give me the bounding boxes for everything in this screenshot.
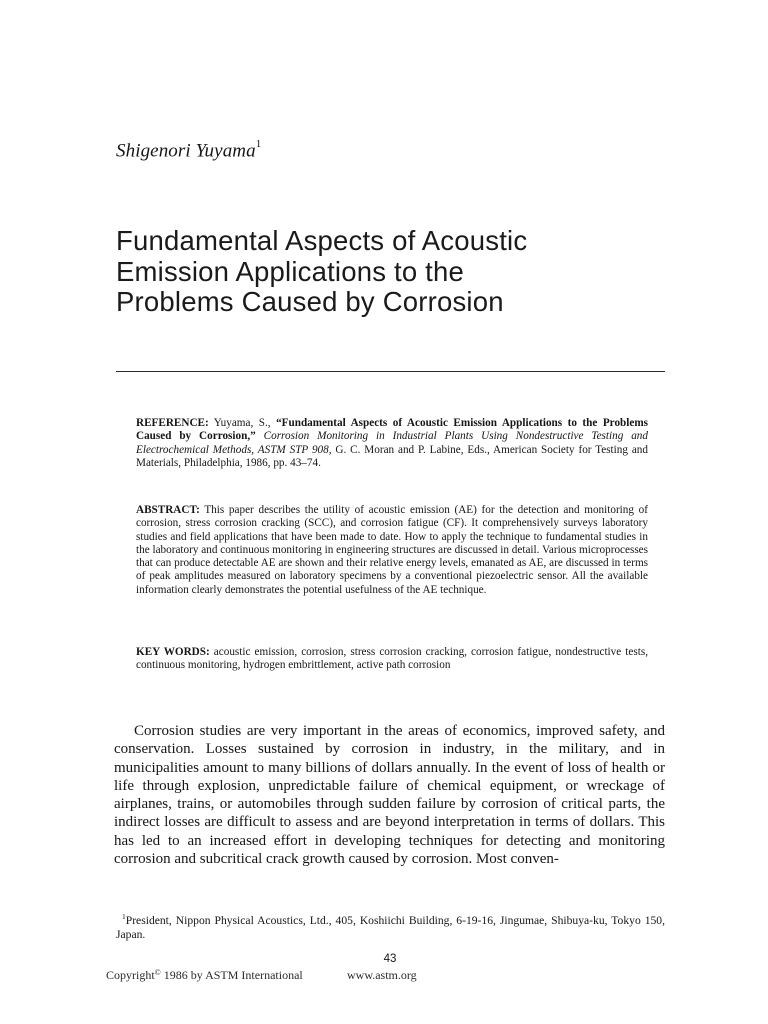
reference-book-title: Corrosion Monitoring in Industrial Plants Using Nondestructive Testing and Electrochemical Methods, ASTM STP 908: [136, 430, 648, 456]
reference-article-title: “Fundamental Aspects of Acoustic Emission Applications to the Problems Caused by Corrosion,”: [136, 417, 649, 443]
copyright-notice: [106, 968, 303, 983]
keywords-block: [136, 646, 648, 673]
title-line-2: Emission Applications to the: [116, 255, 465, 287]
reference-label: REFERENCE:: [136, 417, 209, 429]
footnote-text: President, Nippon Physical Acoustics, Ltd., 405, Koshiichi Building, 6-19-16, Jingumae, Shibuya-ku, Tokyo 150, Japan.: [116, 913, 665, 942]
abstract-label: ABSTRACT:: [136, 504, 200, 516]
keywords-text: acoustic emission, corrosion, stress corrosion cracking, corrosion fatigue, nondestructive tests, continuous monitoring, hydrogen embrittlement, active path corrosion: [136, 646, 648, 672]
title-line-1: Fundamental Aspects of Acoustic: [116, 225, 528, 256]
footnote-mark: 1: [122, 912, 126, 921]
reference-details: , G. C. Moran and P. Labine, Eds., American Society for Testing and Materials, Philadelphia, 1986, pp. 43–74.: [136, 443, 648, 469]
publisher-website: www.astm.org: [347, 968, 417, 982]
author-name-text: Shigenori Yuyama: [116, 140, 256, 162]
copyright-symbol: ©: [154, 968, 161, 977]
author-footnote: [116, 910, 665, 943]
paper-title: [116, 226, 676, 318]
author-footnote-mark: 1: [255, 138, 262, 150]
reference-block: [136, 417, 648, 470]
keywords-label: KEY WORDS:: [136, 646, 210, 658]
reference-authors: Yuyama, S.,: [208, 417, 277, 429]
title-line-3: Problems Caused by Corrosion: [116, 286, 504, 317]
copyright-prefix: Copyright: [106, 968, 155, 982]
abstract-text: This paper describes the utility of acoustic emission (AE) for the detection and monitoring of corrosion, stress corrosion cracking (SCC), and corrosion fatigue (CF). It comprehensively surveys laboratory studies and field applications that have been made to date. How to apply the technique to fundamental studies in the laboratory and continuous monitoring in engineering structures are discussed in detail. Various microprocesses that can produce detectable AE are shown and their relative energy levels, emanated as AE, are discussed in terms of peak amplitudes measured on laboratory specimens by a conventional piezoelectric sensor. All the available information clearly demonstrates the potential usefulness of the AE technique.: [136, 504, 648, 596]
title-divider: [116, 371, 665, 372]
body-paragraph: Corrosion studies are very important in the areas of economics, improved safety, and conservation. Losses sustained by corrosion in industry, in the military, and in municipalities amount to many billions of dollars annually. In the event of loss of health or life through explosion, unpredictable failure of chemical equipment, or wreckage of airplanes, trains, or automobiles through sudden failure by corrosion of critical parts, the indirect losses are difficult to assess and are beyond interpretation in terms of dollars. This has led to an increased effort in developing techniques for detecting and monitoring corrosion and subcritical crack growth caused by corrosion. Most conven-: [114, 723, 665, 868]
author-name: [116, 140, 261, 162]
abstract-block: [136, 504, 648, 597]
copyright-rest: 1986 by ASTM International: [160, 968, 303, 982]
page-number: 43: [383, 953, 397, 965]
